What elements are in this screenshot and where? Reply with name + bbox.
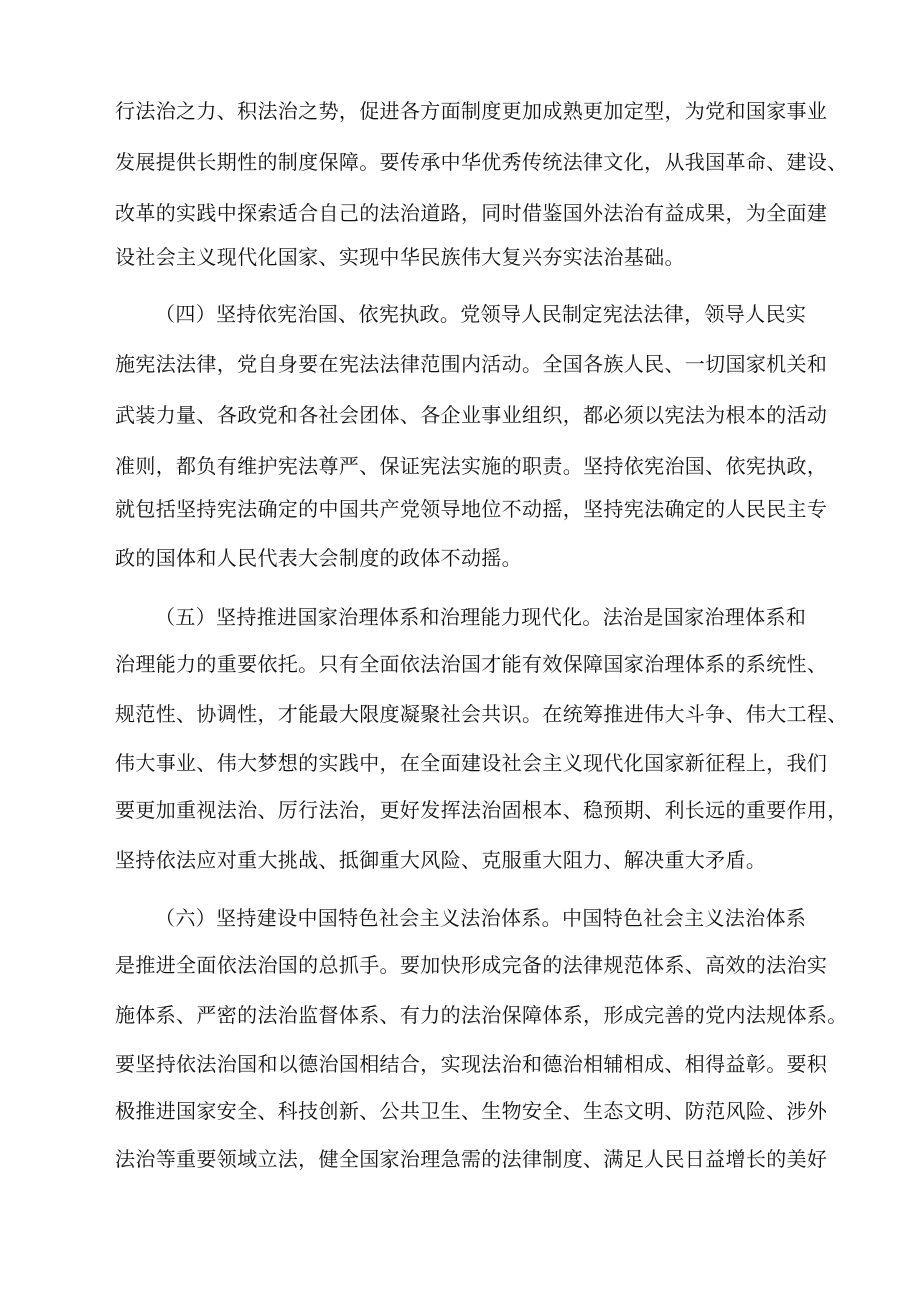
text-line: 就包括坚持宪法确定的中国共产党领导地位不动摇，坚持宪法确定的人民民主专	[115, 497, 828, 521]
text-line: 伟大事业、伟大梦想的实践中，在全面建设社会主义现代化国家新征程上，我们	[115, 751, 828, 775]
text-line: 改革的实践中探索适合自己的法治道路，同时借鉴国外法治有益成果，为全面建	[115, 201, 828, 225]
text-line: 规范性、协调性，才能最大限度凝聚社会共识。在统筹推进伟大斗争、伟大工程、	[115, 702, 848, 726]
text-line: 是推进全面依法治国的总抓手。要加快形成完备的法律规范体系、高效的法治实	[115, 953, 828, 977]
text-line: 要更加重视法治、厉行法治，更好发挥法治固根本、稳预期、利长远的重要作用，	[115, 798, 848, 822]
text-line: 坚持依法应对重大挑战、抵御重大风险、克服重大阻力、解决重大矛盾。	[115, 848, 767, 872]
text-line: 要坚持依法治国和以德治国相结合，实现法治和德治相辅相成、相得益彰。要积	[115, 1052, 828, 1076]
text-line: 设社会主义现代化国家、实现中华民族伟大复兴夯实法治基础。	[115, 245, 685, 269]
text-line: 准则，都负有维护宪法尊严、保证宪法实施的职责。坚持依宪治国、依宪执政，	[115, 454, 828, 478]
text-line: 政的国体和人民代表大会制度的政体不动摇。	[115, 546, 522, 570]
paragraph-heading-line: （六）坚持建设中国特色社会主义法治体系。中国特色社会主义法治体系	[155, 906, 807, 930]
text-line: 极推进国家安全、科技创新、公共卫生、生物安全、生态文明、防范风险、涉外	[115, 1099, 828, 1123]
text-line: 治理能力的重要依托。只有全面依法治国才能有效保障国家治理体系的系统性、	[115, 652, 828, 676]
paragraph-heading-line: （四）坚持依宪治国、依宪执政。党领导人民制定宪法法律，领导人民实	[155, 302, 807, 326]
paragraph-heading-line: （五）坚持推进国家治理体系和治理能力现代化。法治是国家治理体系和	[155, 605, 807, 629]
text-line: 施宪法法律，党自身要在宪法法律范围内活动。全国各族人民、一切国家机关和	[115, 352, 828, 376]
text-line: 法治等重要领域立法，健全国家治理急需的法律制度、满足人民日益增长的美好	[115, 1147, 828, 1171]
text-line: 行法治之力、积法治之势，促进各方面制度更加成熟更加定型，为党和国家事业	[115, 99, 828, 123]
text-line: 施体系、严密的法治监督体系、有力的法治保障体系，形成完善的党内法规体系。	[115, 1003, 848, 1027]
text-line: 武装力量、各政党和各社会团体、各企业事业组织，都必须以宪法为根本的活动	[115, 403, 828, 427]
text-line: 发展提供长期性的制度保障。要传承中华优秀传统法律文化，从我国革命、建设、	[115, 150, 848, 174]
